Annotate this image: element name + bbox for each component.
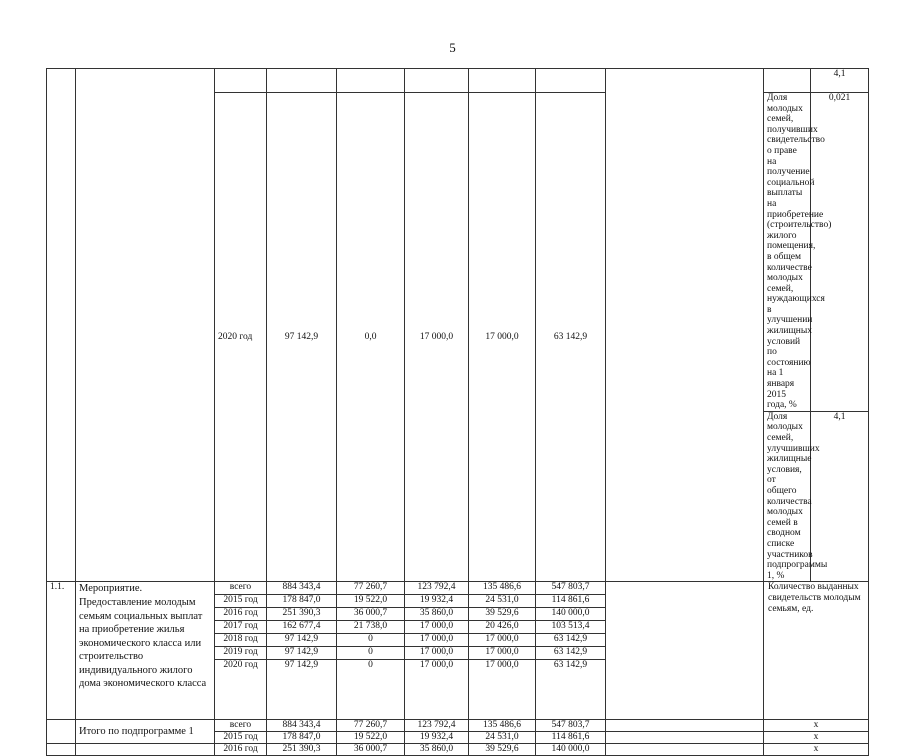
value-cell: 884 343,4 (267, 582, 337, 595)
event-number: 1.1. (47, 582, 76, 720)
period-cell: 2015 год (215, 732, 267, 744)
value-cell: 19 522,0 (337, 595, 405, 608)
value-cell: 21 738,0 (337, 621, 405, 634)
value-cell: 97 142,9 (267, 660, 337, 720)
indicator-text-cell: х (764, 720, 869, 732)
value-cell: 63 142,9 (536, 634, 606, 647)
value-cell: 24 531,0 (469, 732, 536, 744)
indicator-text-cell: Доля молодых семей, получивших свидетельство о праве на получение социальной выплаты на приобретение (строительство) жилого помещения, в общем количестве молодых семей, нуждающихся в улучшении жилищных условий по состоянию на 1 января 2015 года, % (764, 93, 811, 412)
indicator-text-cell: х (764, 744, 869, 756)
value-cell: 17 000,0 (469, 647, 536, 660)
period-cell: 2015 год (215, 595, 267, 608)
value-cell: 17 000,0 (405, 660, 469, 720)
value-cell: 178 847,0 (267, 595, 337, 608)
value-cell: 24 531,0 (469, 595, 536, 608)
table-row (47, 582, 869, 595)
value-cell: 17 000,0 (469, 660, 536, 720)
value-cell: 17 000,0 (405, 634, 469, 647)
total-label: Итого по подпрограмме 1 (76, 720, 215, 744)
value-cell: 135 486,6 (469, 582, 536, 595)
period-cell: всего (215, 720, 267, 732)
value-cell: 114 861,6 (536, 595, 606, 608)
value-cell: 97 142,9 (267, 647, 337, 660)
period-cell: 2019 год (215, 647, 267, 660)
value-cell: 17 000,0 (405, 93, 469, 582)
table-row (47, 720, 869, 732)
value-cell: 35 860,0 (405, 744, 469, 756)
indicator-text-cell: х (764, 732, 869, 744)
value-cell: 36 000,7 (337, 744, 405, 756)
indicator-text-cell: Доля молодых семей, улучшивших жилищные условия, от общего количества молодых семей в сводном списке участников подпрограммы 1, % (764, 411, 811, 582)
event-name: Мероприятие. Предоставление молодым семьям социальных выплат на приобретение жилья экономического класса или строительство индивидуального жилого дома экономического класса (76, 582, 215, 720)
indicator-text-cell: Количество выданных свидетельств молодым семьям, ед. (764, 582, 869, 720)
value-cell: 251 390,3 (267, 608, 337, 621)
value-cell: 19 522,0 (337, 732, 405, 744)
value-cell: 17 000,0 (469, 634, 536, 647)
period-cell: 2017 год (215, 621, 267, 634)
value-cell: 123 792,4 (405, 720, 469, 732)
value-cell: 140 000,0 (536, 608, 606, 621)
value-cell: 20 426,0 (469, 621, 536, 634)
value-cell: 19 932,4 (405, 732, 469, 744)
value-cell: 0,0 (337, 93, 405, 582)
value-cell: 0 (337, 634, 405, 647)
period-cell: 2020 год (215, 93, 267, 582)
period-cell: 2018 год (215, 634, 267, 647)
value-cell: 39 529,6 (469, 608, 536, 621)
indicator-value-cell: 4,1 (811, 69, 869, 93)
period-cell: 2016 год (215, 608, 267, 621)
value-cell: 135 486,6 (469, 720, 536, 732)
value-cell: 178 847,0 (267, 732, 337, 744)
period-cell: 2016 год (215, 744, 267, 756)
value-cell: 36 000,7 (337, 608, 405, 621)
value-cell: 63 142,9 (536, 660, 606, 720)
value-cell: 39 529,6 (469, 744, 536, 756)
period-cell: 2020 год (215, 660, 267, 720)
table-row (47, 69, 869, 93)
value-cell: 17 000,0 (405, 621, 469, 634)
value-cell: 97 142,9 (267, 93, 337, 582)
period-cell: всего (215, 582, 267, 595)
value-cell: 0 (337, 647, 405, 660)
table-row (47, 744, 869, 756)
value-cell: 123 792,4 (405, 582, 469, 595)
value-cell: 162 677,4 (267, 621, 337, 634)
program-table (46, 68, 869, 756)
indicator-value-cell: 4,1 (811, 411, 869, 582)
value-cell: 63 142,9 (536, 647, 606, 660)
page-number: 5 (449, 40, 456, 55)
indicator-value-cell: 0,021 (811, 93, 869, 412)
value-cell: 97 142,9 (267, 634, 337, 647)
value-cell: 77 260,7 (337, 720, 405, 732)
value-cell: 114 861,6 (536, 732, 606, 744)
value-cell: 547 803,7 (536, 720, 606, 732)
value-cell: 140 000,0 (536, 744, 606, 756)
value-cell: 17 000,0 (469, 93, 536, 582)
value-cell: 19 932,4 (405, 595, 469, 608)
value-cell: 884 343,4 (267, 720, 337, 732)
value-cell: 17 000,0 (405, 647, 469, 660)
value-cell: 35 860,0 (405, 608, 469, 621)
value-cell: 0 (337, 660, 405, 720)
value-cell: 547 803,7 (536, 582, 606, 595)
value-cell: 251 390,3 (267, 744, 337, 756)
value-cell: 77 260,7 (337, 582, 405, 595)
value-cell: 103 513,4 (536, 621, 606, 634)
value-cell: 63 142,9 (536, 93, 606, 582)
